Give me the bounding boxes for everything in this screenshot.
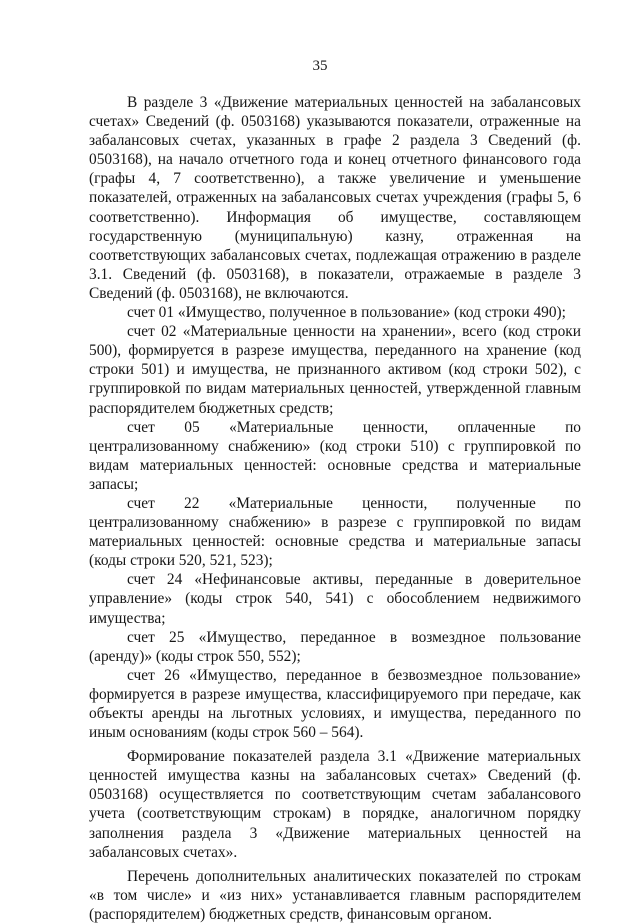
paragraph-additional-indicators: Перечень дополнительных аналитических показателей по строкам «в том числе» и «из них» устанавливается главным распорядителем (распорядителем) бюджетных средств, финансовым органом. bbox=[89, 867, 581, 923]
paragraph-account-01: счет 01 «Имущество, полученное в пользование» (код строки 490); bbox=[127, 304, 566, 322]
paragraph-section-3-1: Формирование показателей раздела 3.1 «Движение материальных ценностей имущества казны на забалансовых счетах» Сведений (ф. 0503168) осуществляется по соответствующим счетам забалансового учета (соответствующим строкам) в порядке, аналогичном порядку заполнения раздела 3 «Движение материальных ценностей на забалансовых счетах». bbox=[89, 748, 581, 861]
paragraph-account-25: счет 25 «Имущество, переданное в возмездное пользование (аренду)» (коды строк 550, 552); bbox=[89, 628, 581, 665]
page-number: 35 bbox=[312, 58, 328, 74]
paragraph-account-05: счет 05 «Материальные ценности, оплаченные по централизованному снабжению» (код строки 510) с группировкой по видам материальных ценностей: основные средства и материальные запасы; bbox=[89, 418, 581, 493]
paragraph-account-26: счет 26 «Имущество, переданное в безвозмездное пользование» формируется в разрезе имущества, классифицируемого при передаче, как объекты аренды на льготных условиях, и имущества, переданного по иным основаниям (коды строк 560 – 564). bbox=[89, 666, 581, 742]
paragraph-section-3-intro: В разделе 3 «Движение материальных ценностей на забалансовых счетах» Сведений (ф. 0503168) указываются показатели, отраженные на забалансовых счетах, указанных в графе 2 раздела 3 Сведений (ф. 0503168), на начало отчетного года и конец отчетного финансового года (графы 4, 7 соответственно), а также увеличение и уменьшение показателей, отраженных на забалансовых счетах учреждения (графы 5, 6 соответственно). Информация об имуществе, составляющем государственную (муниципальную) казну, отраженная на соответствующих забалансовых счетах, подлежащая отражению в разделе 3.1. Сведений (ф. 0503168), в показатели, отражаемые в разделе 3 Сведений (ф. 0503168), не включаются. bbox=[89, 94, 581, 302]
paragraph-account-22: счет 22 «Материальные ценности, полученные по централизованному снабжению» в разрезе с группировкой по видам материальных ценностей: основные средства и материальные запасы (коды строки 520, 521, 523); bbox=[89, 494, 581, 570]
paragraph-account-24: счет 24 «Нефинансовые активы, переданные в доверительное управление» (коды строк 540, 541) с обособлением недвижимого имущества; bbox=[89, 571, 581, 627]
document-body bbox=[89, 93, 581, 924]
paragraph-account-02: счет 02 «Материальные ценности на хранении», всего (код строки 500), формируется в разрезе имущества, переданного на хранение (код строки 501) и имущества, не признанного активом (код строки 502), с группировкой по видам материальных ценностей, утвержденной главным распорядителем бюджетных средств; bbox=[89, 323, 581, 417]
